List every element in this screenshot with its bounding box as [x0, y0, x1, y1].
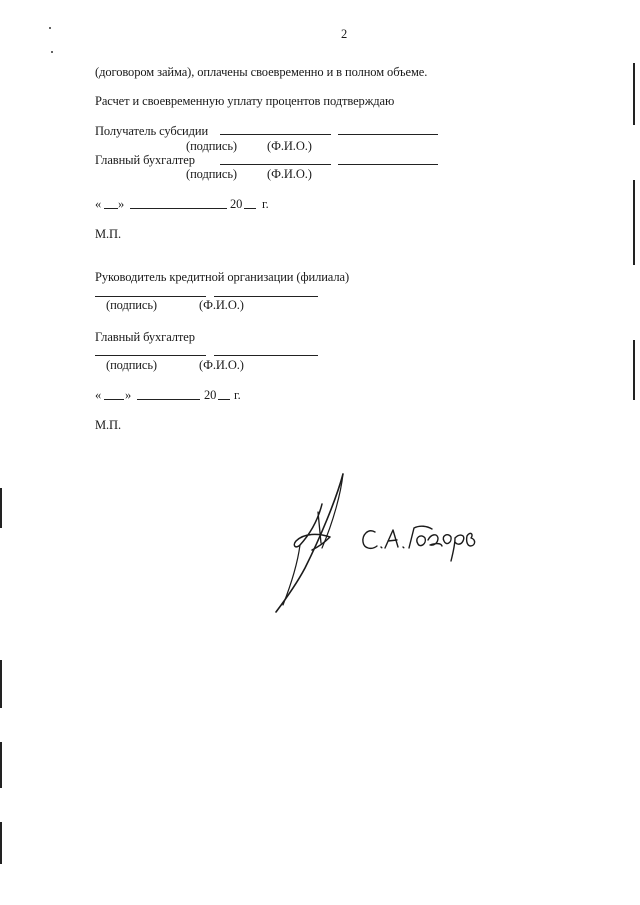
date-close-quote: » — [125, 388, 132, 402]
date-close-quote: » — [118, 197, 125, 211]
page-number: 2 — [341, 27, 348, 41]
date-year-prefix: 20 — [230, 197, 243, 211]
recipient-label: Получатель субсидии — [95, 124, 209, 138]
signature-caption: (подпись) — [186, 139, 237, 153]
date-open-quote: « — [95, 197, 102, 211]
date-suffix: г. — [262, 197, 269, 211]
date-open-quote: « — [95, 388, 102, 402]
name-caption: (Ф.И.О.) — [267, 139, 312, 153]
date-year-prefix: 20 — [204, 388, 217, 402]
chief-accountant-label: Главный бухгалтер — [95, 330, 195, 344]
name-caption: (Ф.И.О.) — [199, 298, 244, 312]
paragraph-interest-confirmation: Расчет и своевременную уплату процентов подтверждаю — [95, 94, 395, 108]
paragraph-payment-confirmation: (договором займа), оплачены своевременно и в полном объеме. — [95, 65, 428, 79]
name-caption: (Ф.И.О.) — [199, 358, 244, 372]
chief-accountant-label: Главный бухгалтер — [95, 153, 195, 167]
signature-caption: (подпись) — [106, 298, 157, 312]
signature-caption: (подпись) — [186, 167, 237, 181]
date-suffix: г. — [234, 388, 241, 402]
signature-caption: (подпись) — [106, 358, 157, 372]
stamp-placeholder: М.П. — [95, 418, 121, 432]
stamp-placeholder: М.П. — [95, 227, 121, 241]
name-caption: (Ф.И.О.) — [267, 167, 312, 181]
bank-head-label: Руководитель кредитной организации (филиала) — [95, 270, 350, 284]
